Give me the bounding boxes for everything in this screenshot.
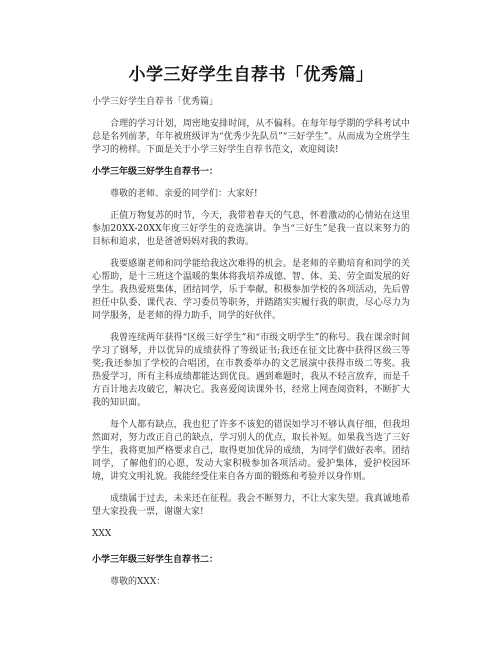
signature: XXX [92,529,112,539]
document-title: 小学三好学生自荐书「优秀篇」 [128,65,374,85]
section-heading-1: 小学三年级三好学生自荐书一： [92,167,219,177]
body-paragraph-3: 我曾连续两年获得“区级三好学生”和“市级文明学生”的称号。我在课余时间学习了钢琴，并以优异的成绩获得了等级证书;我还在征文比赛中获得区级三等奖;我还参加了学校的合唱团，在市教委举办的文艺展演中获得市级二等奖。我热爱学习，所有主科成绩都能达到优良。遇到难题时，我从不轻言放弃，而是千方百计地去攻破它，解决它。我喜爱阅读课外书，经常上网查阅资料，不断扩大我的知识面。 [92,333,410,408]
body-paragraph-5: 成绩属于过去，未来还在征程。我会不断努力，不让大家失望。我真诚地希望大家投我一票，谢谢大家! [92,494,410,517]
body-paragraph-1: 正值万物复苏的时节，今天，我带着春天的气息，怀着激动的心情站在这里参加20XX-20XX年度三好学生的竞选演讲。争当“三好生”是我一直以来努力的目标和追求，也是爸爸妈妈对我的教诲。 [92,211,410,247]
body-paragraph-2: 我要感谢老师和同学能给我这次难得的机会。是老师的辛勤培育和同学的关心帮助，是十三班这个温暖的集体将我培养成德、智、体、美、劳全面发展的好学生。我热爱班集体，团结同学，乐于奉献，积极参加学校的各项活动，先后曾担任中队委、课代表、学习委员等职务，并踏踏实实履行我的职责，尽心尽力为同学服务，是老师的得力助手，同学的好伙伴。 [92,259,410,321]
document-body [92,96,410,598]
greeting-paragraph-2: 尊敬的XXX： [110,577,166,587]
document-subtitle: 小学三好学生自荐书「优秀篇」 [92,97,219,107]
greeting-paragraph-1: 尊敬的老师、亲爱的同学们：大家好! [110,189,258,199]
body-paragraph-4: 每个人都有缺点，我也犯了许多不该犯的错误如学习不够认真仔细，但我坦然面对，努力改正自己的缺点，学习别人的优点，取长补短。如果我当选了三好学生，我将更加严格要求自己，取得更加优异的成绩，为同学们做好表率。团结同学，了解他们的心愿，发动大家积极参加各项活动。爱护集体，爱护校园环境，讲究文明礼貌。我能经受住来自各方面的锻炼和考验并以身作则。 [92,420,410,482]
intro-paragraph: 合理的学习计划，周密地安排时间，从不偏科。在每年每学期的学科考试中总是名列前茅，年年被班级评为“优秀少先队员”“三好学生”。从而成为全班学生学习的榜样。下面是关于小学三好学生自荐书范文，欢迎阅读! [92,119,410,155]
section-heading-2: 小学三年级三好学生自荐书二： [92,555,219,565]
